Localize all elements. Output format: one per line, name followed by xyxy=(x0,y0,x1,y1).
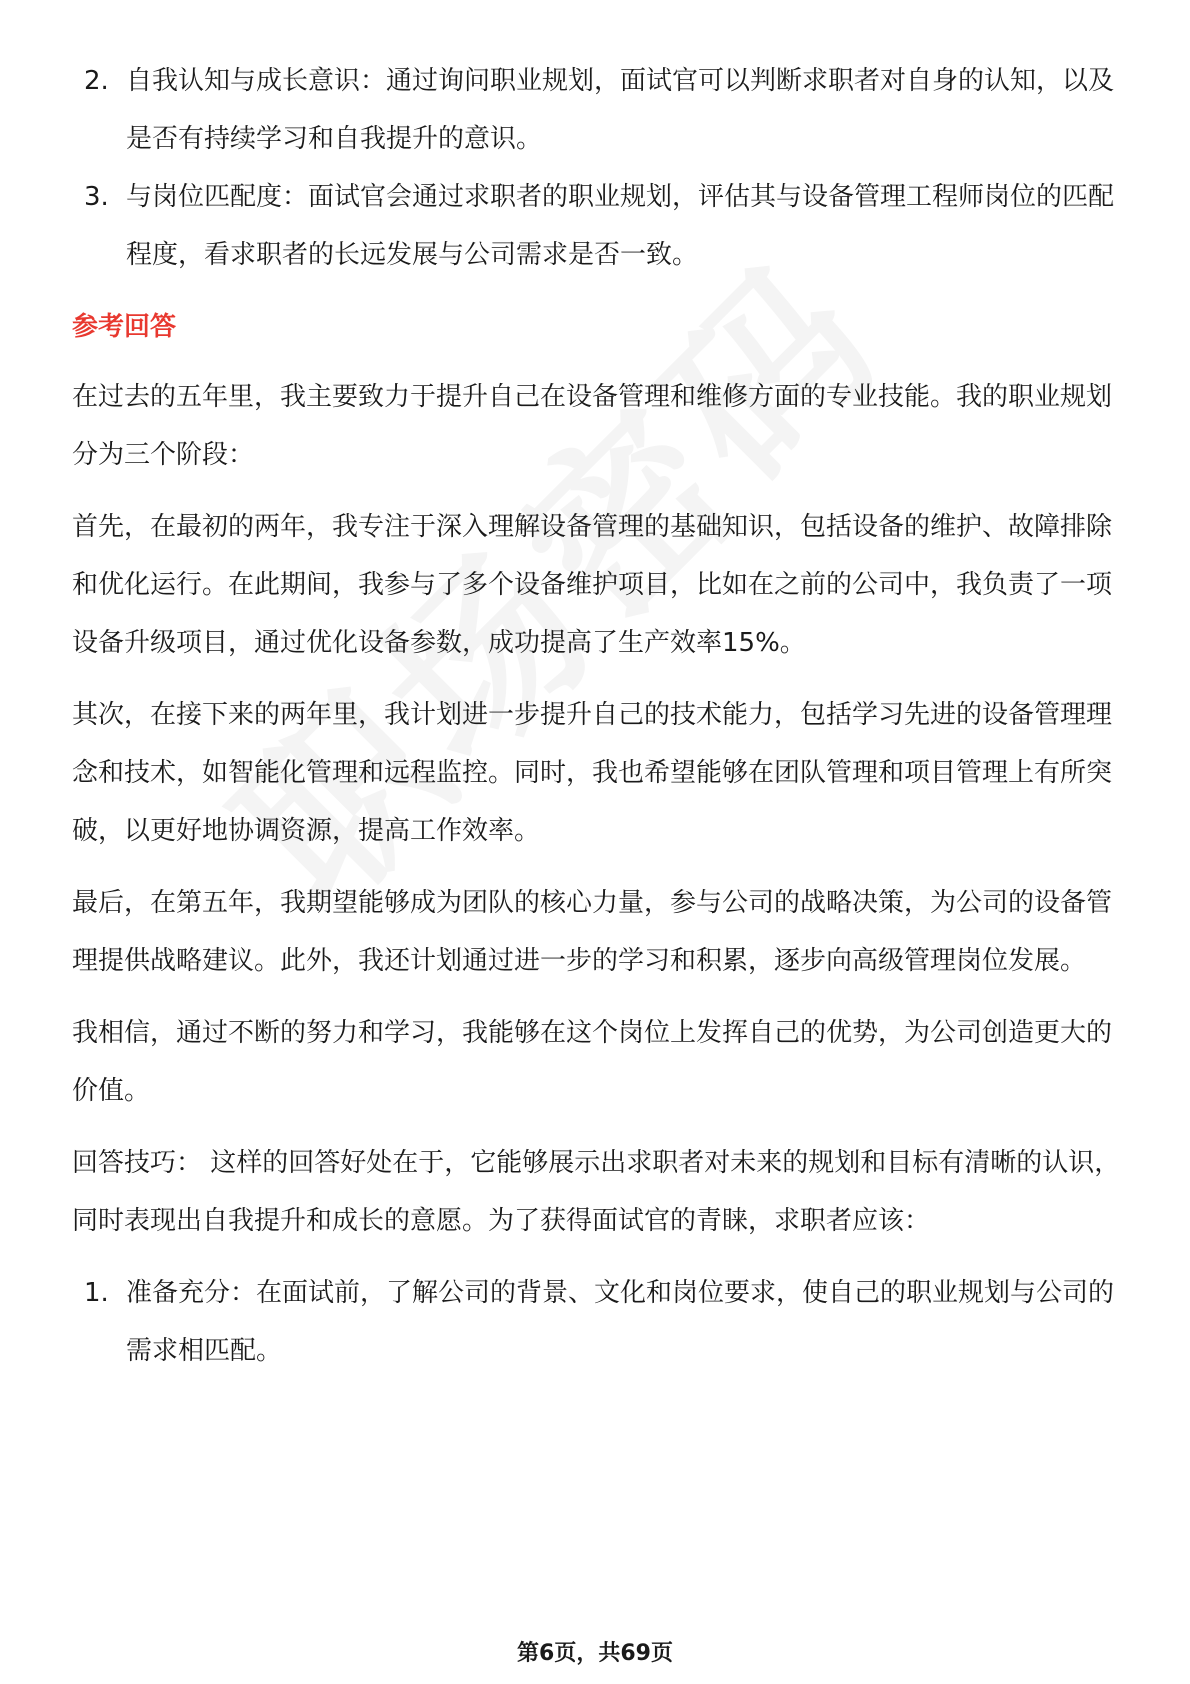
page-number: 第6页，共69页 xyxy=(517,1641,673,1666)
paragraph-tips: 回答技巧： 这样的回答好处在于，它能够展示出求职者对未来的规划和目标有清晰的认识，同时表现出自我提升和成长的意愿。为了获得面试官的青睐，求职者应该： xyxy=(72,1148,1121,1236)
list-text: 自我认知与成长意识：通过询问职业规划，面试官可以判断求职者对自身的认知，以及是否有持续学习和自我提升的意识。 xyxy=(126,66,1115,154)
list-text: 准备充分：在面试前，了解公司的背景、文化和岗位要求，使自己的职业规划与公司的需求相匹配。 xyxy=(126,1278,1115,1366)
list-number: 3. xyxy=(84,182,109,212)
list-text: 与岗位匹配度：面试官会通过求职者的职业规划，评估其与设备管理工程师岗位的匹配程度，看求职者的长远发展与公司需求是否一致。 xyxy=(126,182,1115,270)
criteria-list xyxy=(72,52,1122,284)
list-item xyxy=(72,1264,1122,1380)
list-item xyxy=(72,52,1122,168)
section-heading: 参考回答 xyxy=(72,312,177,342)
document-body xyxy=(72,52,1122,1380)
paragraph-conclusion: 我相信，通过不断的努力和学习，我能够在这个岗位上发挥自己的优势，为公司创造更大的价值。 xyxy=(72,1018,1113,1106)
paragraph-intro: 在过去的五年里，我主要致力于提升自己在设备管理和维修方面的专业技能。我的职业规划分为三个阶段： xyxy=(72,382,1113,470)
tips-list xyxy=(72,1264,1122,1380)
paragraph-stage-two: 其次，在接下来的两年里，我计划进一步提升自己的技术能力，包括学习先进的设备管理理念和技术，如智能化管理和远程监控。同时，我也希望能够在团队管理和项目管理上有所突破，以更好地协调资源，提高工作效率。 xyxy=(72,700,1113,846)
paragraph-stage-one: 首先，在最初的两年，我专注于深入理解设备管理的基础知识，包括设备的维护、故障排除和优化运行。在此期间，我参与了多个设备维护项目，比如在之前的公司中，我负责了一项设备升级项目，通过优化设备参数，成功提高了生产效率15%。 xyxy=(72,512,1113,658)
list-number: 1. xyxy=(84,1278,109,1308)
list-number: 2. xyxy=(84,66,109,96)
paragraph-stage-three: 最后，在第五年，我期望能够成为团队的核心力量，参与公司的战略决策，为公司的设备管理提供战略建议。此外，我还计划通过进一步的学习和积累，逐步向高级管理岗位发展。 xyxy=(72,888,1113,976)
list-item xyxy=(72,168,1122,284)
